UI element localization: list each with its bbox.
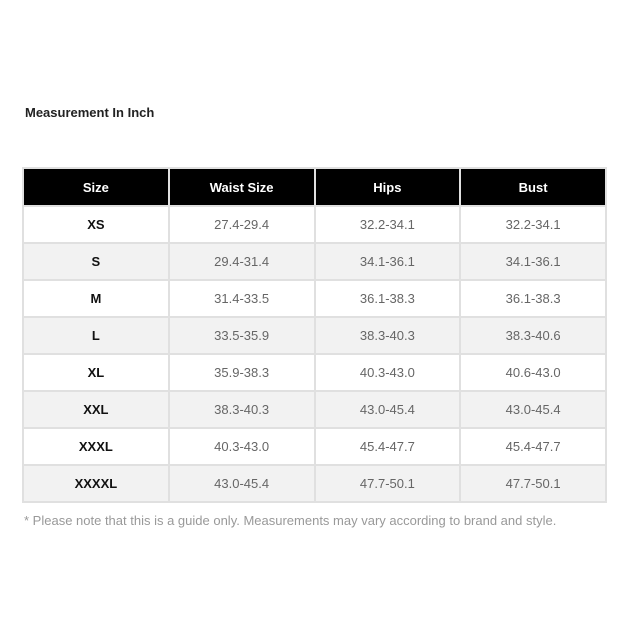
cell-bust: 43.0-45.4 xyxy=(460,391,606,428)
table-row xyxy=(23,465,606,502)
table-row xyxy=(23,243,606,280)
header-row xyxy=(23,168,606,206)
cell-size: XXXXL xyxy=(23,465,169,502)
cell-bust: 36.1-38.3 xyxy=(460,280,606,317)
column-header-hips: Hips xyxy=(315,168,461,206)
cell-hips: 45.4-47.7 xyxy=(315,428,461,465)
column-header-bust: Bust xyxy=(460,168,606,206)
cell-hips: 40.3-43.0 xyxy=(315,354,461,391)
table-header xyxy=(23,168,606,206)
column-header-waist-size: Waist Size xyxy=(169,168,315,206)
cell-hips: 36.1-38.3 xyxy=(315,280,461,317)
cell-bust: 47.7-50.1 xyxy=(460,465,606,502)
cell-bust: 45.4-47.7 xyxy=(460,428,606,465)
size-chart-table xyxy=(22,167,607,503)
cell-size: XXL xyxy=(23,391,169,428)
cell-size: XXXL xyxy=(23,428,169,465)
cell-waist-size: 35.9-38.3 xyxy=(169,354,315,391)
cell-waist-size: 40.3-43.0 xyxy=(169,428,315,465)
cell-waist-size: 33.5-35.9 xyxy=(169,317,315,354)
cell-size: M xyxy=(23,280,169,317)
cell-size: S xyxy=(23,243,169,280)
table-row xyxy=(23,280,606,317)
cell-size: L xyxy=(23,317,169,354)
cell-bust: 34.1-36.1 xyxy=(460,243,606,280)
table-body xyxy=(23,206,606,502)
cell-bust: 40.6-43.0 xyxy=(460,354,606,391)
table-row xyxy=(23,354,606,391)
cell-waist-size: 38.3-40.3 xyxy=(169,391,315,428)
column-header-size: Size xyxy=(23,168,169,206)
cell-hips: 43.0-45.4 xyxy=(315,391,461,428)
table-row xyxy=(23,206,606,243)
table-row xyxy=(23,317,606,354)
table-row xyxy=(23,391,606,428)
cell-size: XL xyxy=(23,354,169,391)
cell-hips: 38.3-40.3 xyxy=(315,317,461,354)
cell-waist-size: 27.4-29.4 xyxy=(169,206,315,243)
cell-waist-size: 29.4-31.4 xyxy=(169,243,315,280)
disclaimer-note: * Please note that this is a guide only. Measurements may vary according to brand and style. xyxy=(24,513,557,528)
cell-waist-size: 31.4-33.5 xyxy=(169,280,315,317)
cell-hips: 34.1-36.1 xyxy=(315,243,461,280)
table-row xyxy=(23,428,606,465)
cell-bust: 32.2-34.1 xyxy=(460,206,606,243)
cell-hips: 32.2-34.1 xyxy=(315,206,461,243)
cell-hips: 47.7-50.1 xyxy=(315,465,461,502)
page-title: Measurement In Inch xyxy=(25,105,155,120)
cell-bust: 38.3-40.6 xyxy=(460,317,606,354)
cell-waist-size: 43.0-45.4 xyxy=(169,465,315,502)
cell-size: XS xyxy=(23,206,169,243)
